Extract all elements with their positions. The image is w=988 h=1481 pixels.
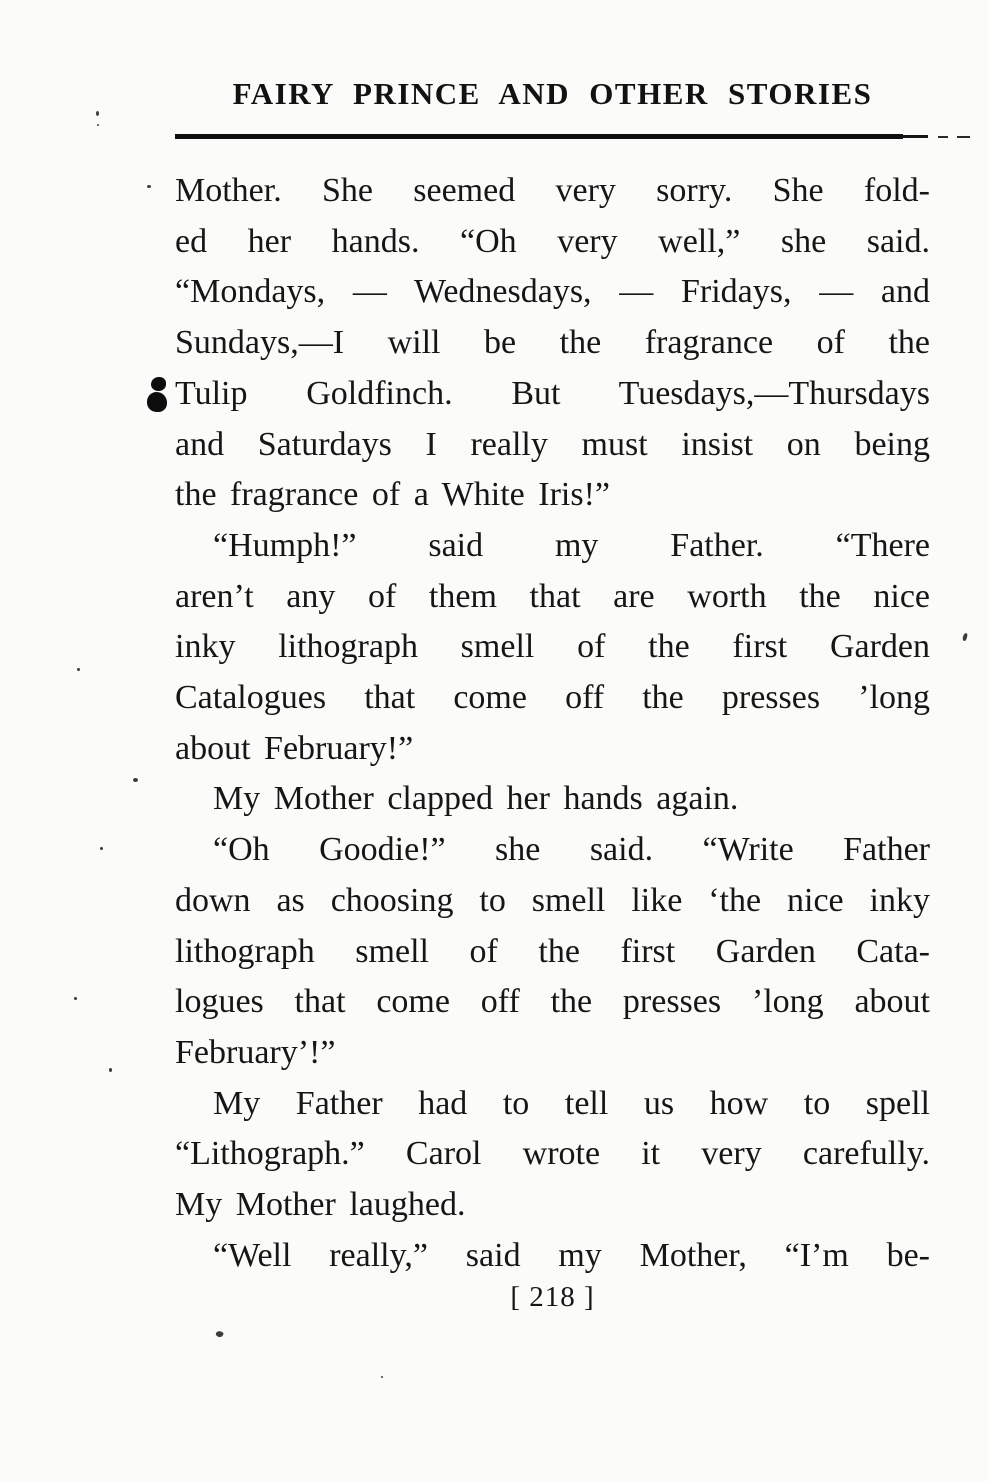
text-line: Catalogues that come off the presses ’long bbox=[175, 679, 930, 717]
paragraph bbox=[175, 1231, 930, 1282]
ink-blot bbox=[151, 377, 166, 391]
text-line: lithograph smell of the first Garden Cata- bbox=[175, 932, 930, 970]
dust-speck bbox=[962, 633, 968, 642]
dust-speck bbox=[97, 124, 99, 126]
text-line: Tulip Goldfinch. But Tuesdays,—Thursdays bbox=[175, 374, 930, 412]
text-line: aren’t any of them that are worth the nice bbox=[175, 577, 930, 615]
ink-blot bbox=[147, 392, 167, 412]
paragraph bbox=[175, 521, 930, 775]
text-line: ed her hands. “Oh very well,” she said. bbox=[175, 222, 930, 260]
text-line: and Saturdays I really must insist on being bbox=[175, 425, 930, 463]
paragraph bbox=[175, 166, 930, 521]
text-line: My Mother laughed. bbox=[175, 1186, 466, 1224]
dust-speck bbox=[100, 847, 103, 850]
text-line: Mother. She seemed very sorry. She fold- bbox=[175, 172, 930, 209]
dust-speck bbox=[77, 668, 80, 671]
page-number: [ 218 ] bbox=[510, 1281, 595, 1313]
paragraph bbox=[175, 1079, 930, 1231]
dust-speck bbox=[96, 111, 99, 116]
text-line: “Well really,” said my Mother, “I’m be- bbox=[213, 1236, 930, 1274]
text-line: February’!” bbox=[175, 1033, 336, 1071]
dust-speck bbox=[74, 997, 77, 1000]
text-line: “Lithograph.” Carol wrote it very carefully. bbox=[175, 1135, 930, 1173]
paragraph bbox=[175, 774, 930, 825]
text-line: My Father had to tell us how to spell bbox=[213, 1084, 930, 1122]
dust-speck bbox=[381, 1376, 383, 1378]
text-line: logues that come off the presses ’long about bbox=[175, 983, 930, 1021]
text-line: Sundays,—I will be the fragrance of the bbox=[175, 324, 930, 362]
text-line: “Oh Goodie!” she said. “Write Father bbox=[213, 831, 930, 869]
header-rule bbox=[175, 134, 903, 139]
header-rule-dash bbox=[957, 136, 970, 138]
header-rule-tail bbox=[901, 135, 928, 138]
body-text bbox=[175, 166, 930, 1281]
header-rule-dash bbox=[938, 136, 948, 138]
text-line: down as choosing to smell like ‘the nice inky bbox=[175, 881, 930, 919]
text-line: My Mother clapped her hands again. bbox=[213, 780, 739, 818]
text-line: the fragrance of a White Iris!” bbox=[175, 476, 610, 514]
text-line: about February!” bbox=[175, 729, 414, 767]
running-header: FAIRY PRINCE AND OTHER STORIES bbox=[232, 76, 873, 111]
dust-speck bbox=[147, 185, 151, 188]
dust-speck bbox=[109, 1068, 112, 1072]
paragraph bbox=[175, 825, 930, 1079]
dust-speck bbox=[133, 778, 138, 782]
text-line: “Humph!” said my Father. “There bbox=[213, 526, 930, 564]
dust-speck bbox=[215, 1330, 224, 1339]
text-line: inky lithograph smell of the first Garden bbox=[175, 628, 930, 666]
text-line: “Mondays, — Wednesdays, — Fridays, — and bbox=[175, 273, 930, 311]
